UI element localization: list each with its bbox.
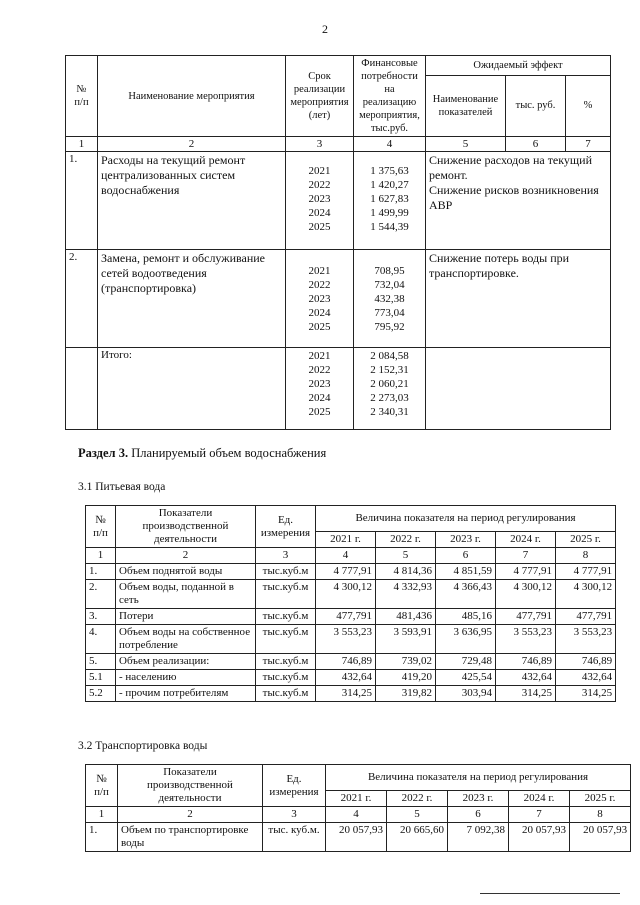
indicator-value: 319,82 — [376, 686, 436, 702]
indicator-value: 477,791 — [316, 609, 376, 625]
indicator-value: 3 593,91 — [376, 625, 436, 654]
header-num: № п/п — [66, 56, 98, 137]
header-indicator: Показатели производственной деятельности — [118, 765, 263, 807]
indicator-value: 4 332,93 — [376, 580, 436, 609]
column-number: 5 — [426, 137, 506, 152]
row-num: 5.2 — [86, 686, 116, 702]
column-number: 7 — [509, 807, 570, 823]
indicator-value: 746,89 — [556, 654, 616, 670]
indicator-value: 4 777,91 — [316, 564, 376, 580]
column-number: 4 — [326, 807, 387, 823]
column-number: 6 — [436, 548, 496, 564]
effect-description: Снижение расходов на текущий ремонт. Снижение рисков возникновения АВР — [426, 152, 611, 250]
indicator-value: 4 777,91 — [496, 564, 556, 580]
header-year: 2021 г. — [326, 791, 387, 807]
header-year: 2023 г. — [448, 791, 509, 807]
column-number: 7 — [566, 137, 611, 152]
total-label: Итого: — [98, 348, 286, 430]
header-year: 2022 г. — [387, 791, 448, 807]
header-year: 2025 г. — [556, 532, 616, 548]
footer-rule — [480, 893, 620, 894]
column-number: 5 — [376, 548, 436, 564]
header-year: 2021 г. — [316, 532, 376, 548]
header-term: Срок реализации мероприятия (лет) — [286, 56, 354, 137]
column-number: 6 — [448, 807, 509, 823]
table-row — [86, 609, 616, 625]
row-num: 2. — [86, 580, 116, 609]
column-number: 1 — [66, 137, 98, 152]
column-number: 3 — [256, 548, 316, 564]
row-num: 4. — [86, 625, 116, 654]
indicator-value: 425,54 — [436, 670, 496, 686]
indicator-value: 729,48 — [436, 654, 496, 670]
subsection-heading-water-transport: 3.2 Транспортировка воды — [78, 740, 208, 752]
row-num: 1. — [86, 564, 116, 580]
column-number: 6 — [506, 137, 566, 152]
column-number: 4 — [316, 548, 376, 564]
indicator-name: Объем воды, поданной в сеть — [116, 580, 256, 609]
table-row — [86, 564, 616, 580]
row-num: 1. — [66, 152, 98, 250]
indicator-value: 20 057,93 — [570, 823, 631, 852]
measure-name: Замена, ремонт и обслуживание сетей водоотведения (транспортировка) — [98, 250, 286, 348]
column-number: 3 — [263, 807, 326, 823]
effect-description — [426, 348, 611, 430]
indicator-value: 432,64 — [556, 670, 616, 686]
unit: тыс.куб.м — [256, 625, 316, 654]
table-row — [66, 348, 611, 430]
indicator-value: 314,25 — [496, 686, 556, 702]
header-period: Величина показателя на период регулирования — [326, 765, 631, 791]
indicator-name: - прочим потребителям — [116, 686, 256, 702]
indicator-value: 4 366,43 — [436, 580, 496, 609]
table-row — [66, 152, 611, 250]
column-number: 2 — [98, 137, 286, 152]
indicator-value: 4 300,12 — [316, 580, 376, 609]
indicator-value: 481,436 — [376, 609, 436, 625]
indicator-value: 3 553,23 — [496, 625, 556, 654]
row-num: 5.1 — [86, 670, 116, 686]
row-num — [66, 348, 98, 430]
unit: тыс. куб.м. — [263, 823, 326, 852]
row-num: 3. — [86, 609, 116, 625]
indicator-value: 419,20 — [376, 670, 436, 686]
indicator-value: 303,94 — [436, 686, 496, 702]
table-row — [86, 654, 616, 670]
header-indicator-name: Наименование показателей — [426, 75, 506, 136]
indicator-name: - населению — [116, 670, 256, 686]
unit: тыс.куб.м — [256, 670, 316, 686]
table-row — [86, 686, 616, 702]
water-transport-table — [85, 764, 631, 852]
header-year: 2022 г. — [376, 532, 436, 548]
column-number: 2 — [116, 548, 256, 564]
indicator-value: 432,64 — [496, 670, 556, 686]
section-title: Планируемый объем водоснабжения — [131, 446, 327, 460]
years: 2021 2022 2023 2024 2025 — [286, 250, 354, 348]
row-num: 2. — [66, 250, 98, 348]
drinking-water-table — [85, 505, 616, 702]
row-num: 1. — [86, 823, 118, 852]
column-number: 8 — [556, 548, 616, 564]
header-measure-name: Наименование мероприятия — [98, 56, 286, 137]
indicator-name: Объем воды на собственное потребление — [116, 625, 256, 654]
header-period: Величина показателя на период регулирования — [316, 506, 616, 532]
header-year: 2023 г. — [436, 532, 496, 548]
column-number: 2 — [118, 807, 263, 823]
table-row — [86, 670, 616, 686]
indicator-name: Объем по транспортировке воды — [118, 823, 263, 852]
unit: тыс.куб.м — [256, 686, 316, 702]
header-year: 2024 г. — [509, 791, 570, 807]
indicator-value: 20 057,93 — [326, 823, 387, 852]
column-number: 1 — [86, 807, 118, 823]
indicator-value: 4 814,36 — [376, 564, 436, 580]
indicator-value: 20 665,60 — [387, 823, 448, 852]
header-percent: % — [566, 75, 611, 136]
indicator-value: 314,25 — [556, 686, 616, 702]
measure-name: Расходы на текущий ремонт централизованных систем водоснабжения — [98, 152, 286, 250]
header-num: № п/п — [86, 765, 118, 807]
indicator-value: 739,02 — [376, 654, 436, 670]
column-number: 4 — [354, 137, 426, 152]
indicator-name: Объем поднятой воды — [116, 564, 256, 580]
indicator-value: 4 851,59 — [436, 564, 496, 580]
indicator-name: Потери — [116, 609, 256, 625]
header-year: 2025 г. — [570, 791, 631, 807]
header-unit: Ед. измерения — [263, 765, 326, 807]
indicator-value: 4 300,12 — [496, 580, 556, 609]
column-number: 5 — [387, 807, 448, 823]
indicator-value: 3 553,23 — [316, 625, 376, 654]
header-indicator: Показатели производственной деятельности — [116, 506, 256, 548]
indicator-value: 3 553,23 — [556, 625, 616, 654]
section-label: Раздел 3. — [78, 446, 129, 460]
header-unit: Ед. измерения — [256, 506, 316, 548]
subsection-heading-drinking-water: 3.1 Питьевая вода — [78, 481, 166, 493]
years: 2021 2022 2023 2024 2025 — [286, 348, 354, 430]
indicator-value: 746,89 — [496, 654, 556, 670]
row-num: 5. — [86, 654, 116, 670]
indicator-value: 477,791 — [496, 609, 556, 625]
effect-description: Снижение потерь воды при транспортировке. — [426, 250, 611, 348]
indicator-value: 746,89 — [316, 654, 376, 670]
header-rub: тыс. руб. — [506, 75, 566, 136]
indicator-value: 4 777,91 — [556, 564, 616, 580]
finance-values: 708,95 732,04 432,38 773,04 795,92 — [354, 250, 426, 348]
column-number: 8 — [570, 807, 631, 823]
unit: тыс.куб.м — [256, 609, 316, 625]
indicator-value: 314,25 — [316, 686, 376, 702]
finance-values: 1 375,63 1 420,27 1 627,83 1 499,99 1 544,39 — [354, 152, 426, 250]
header-finance: Финансовые потребности на реализацию мероприятия, тыс.руб. — [354, 56, 426, 137]
indicator-value: 3 636,95 — [436, 625, 496, 654]
indicator-value: 485,16 — [436, 609, 496, 625]
indicator-value: 7 092,38 — [448, 823, 509, 852]
table-row — [86, 625, 616, 654]
unit: тыс.куб.м — [256, 580, 316, 609]
table-row — [66, 250, 611, 348]
column-number: 1 — [86, 548, 116, 564]
column-number: 7 — [496, 548, 556, 564]
indicator-value: 20 057,93 — [509, 823, 570, 852]
header-num: № п/п — [86, 506, 116, 548]
years: 2021 2022 2023 2024 2025 — [286, 152, 354, 250]
table-row — [86, 823, 631, 852]
unit: тыс.куб.м — [256, 654, 316, 670]
table-row — [86, 580, 616, 609]
indicator-value: 477,791 — [556, 609, 616, 625]
indicator-value: 4 300,12 — [556, 580, 616, 609]
finance-values: 2 084,58 2 152,31 2 060,21 2 273,03 2 340,31 — [354, 348, 426, 430]
measures-table — [65, 55, 611, 430]
section-heading — [78, 446, 326, 461]
header-year: 2024 г. — [496, 532, 556, 548]
header-expected-effect: Ожидаемый эффект — [426, 56, 611, 76]
indicator-value: 432,64 — [316, 670, 376, 686]
indicator-name: Объем реализации: — [116, 654, 256, 670]
page-number: 2 — [322, 22, 328, 36]
column-number: 3 — [286, 137, 354, 152]
unit: тыс.куб.м — [256, 564, 316, 580]
